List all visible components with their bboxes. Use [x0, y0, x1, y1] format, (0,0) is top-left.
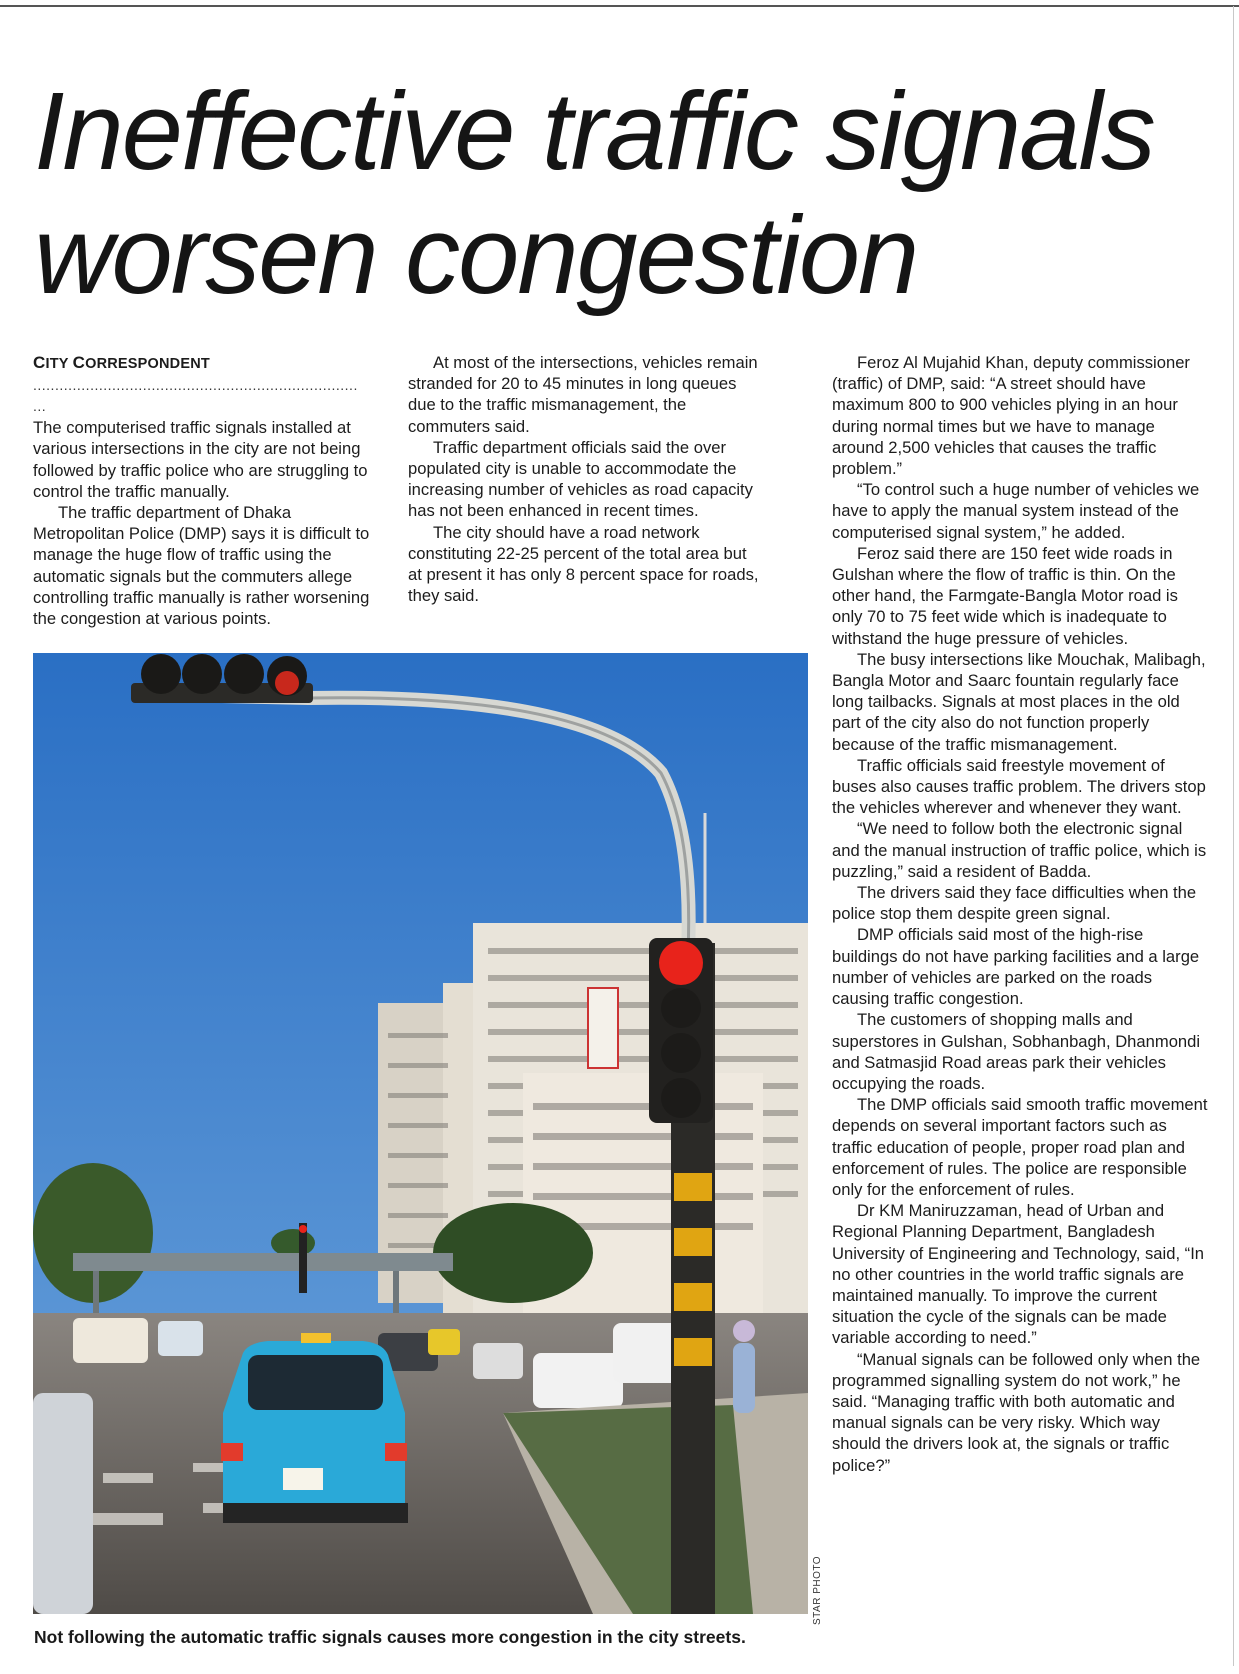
paragraph: At most of the intersections, vehicles remain stranded for 20 to 45 minutes in long queues due to the traffic mismanagement, the commuters said.: [408, 353, 758, 436]
paragraph: The computerised traffic signals installed at various intersections in the city are not being followed by traffic police who are struggling to control the traffic manually.: [33, 418, 368, 501]
byline: CITY CORRESPONDENT: [33, 353, 210, 372]
top-rule: [0, 5, 1239, 7]
paragraph: Traffic department officials said the over populated city is unable to accommodate the increasing number of vehicles as road capacity has not been enhanced in recent times.: [408, 437, 753, 521]
traffic-signal-photo: [33, 653, 808, 1614]
paragraph: Traffic officials said freestyle movement of buses also causes traffic problem. The drivers stop the vehicles wherever and whenever they want.: [832, 755, 1206, 818]
paragraph: The busy intersections like Mouchak, Malibagh, Bangla Motor and Saarc fountain regularly face long tailbacks. Signals at most places in the old part of the city also do not function properly because of the traffic mismanagement.: [832, 649, 1206, 754]
news-photo: [33, 653, 808, 1614]
paragraph: The drivers said they face difficulties when the police stop them despite green signal.: [832, 883, 1197, 924]
paragraph: DMP officials said most of the high-rise buildings do not have parking facilities and a large number of vehicles are parked on the roads causing traffic congestion.: [832, 925, 1200, 1009]
taxi: [221, 1333, 408, 1523]
paragraph: “We need to follow both the electronic signal and the manual instruction of traffic police, which is puzzling,” said a resident of Badda.: [832, 819, 1207, 881]
paragraph: Feroz Al Mujahid Khan, deputy commissioner (traffic) of DMP, said: “A street should have maximum 800 to 900 vehicles plying in an hour during normal times but we have to manage around 2,500 vehicles that causes the traffic problem.”: [832, 353, 1190, 479]
photo-caption: Not following the automatic traffic signals causes more congestion in the city streets.: [34, 1627, 746, 1647]
paragraph: “To control such a huge number of vehicles we have to apply the manual system instead of the computerised signal system,” he added.: [832, 480, 1200, 542]
page-edge-rule: [1233, 6, 1234, 1666]
byline-separator: ..........................................................................: [33, 377, 358, 394]
paragraph: The customers of shopping malls and superstores in Gulshan, Sobhanbagh, Dhanmondi and Satmasjid Road areas park their vehicles occupying the roads.: [832, 1010, 1201, 1093]
paragraph: Dr KM Maniruzzaman, head of Urban and Regional Planning Department, Bangladesh University of Engineering and Technology, said, “In no other countries in the world traffic signals are maintained manually. To improve the current situation the cycle of the signals can be made variable according to need.”: [832, 1201, 1205, 1348]
paragraph: The DMP officials said smooth traffic movement depends on several important factors such as traffic education of people, proper road plan and enforcement of rules. The police are responsible only for the enforcement of rules.: [832, 1095, 1208, 1199]
paragraph: Feroz said there are 150 feet wide roads in Gulshan where the flow of traffic is thin. On the other hand, the Farmgate-Bangla Motor road is only 70 to 75 feet wide which is inadequate to withstand the huge pressure of vehicles.: [832, 543, 1178, 648]
column-1: [33, 352, 385, 629]
paragraph: The traffic department of Dhaka Metropolitan Police (DMP) says it is difficult to manage the huge flow of traffic using the automatic signals but the commuters allege controlling traffic manually is rather worsening the congestion at various points.: [33, 503, 370, 629]
photo-credit: STAR PHOTO: [812, 1555, 823, 1625]
column-3: [832, 352, 1208, 1476]
column-2: [408, 352, 762, 606]
byline-separator-tail: ...: [33, 398, 47, 415]
paragraph: The city should have a road network constituting 22-25 percent of the total area but at present it has only 8 percent space for roads, they said.: [408, 522, 759, 606]
headline: Ineffective traffic signals worsen congestion: [34, 70, 1154, 317]
paragraph: “Manual signals can be followed only when the programmed signalling system do not work,” he said. “Managing traffic with both automatic and manual signals can be very risky. Which way should the drivers look at, the signals or traffic police?”: [832, 1349, 1201, 1475]
